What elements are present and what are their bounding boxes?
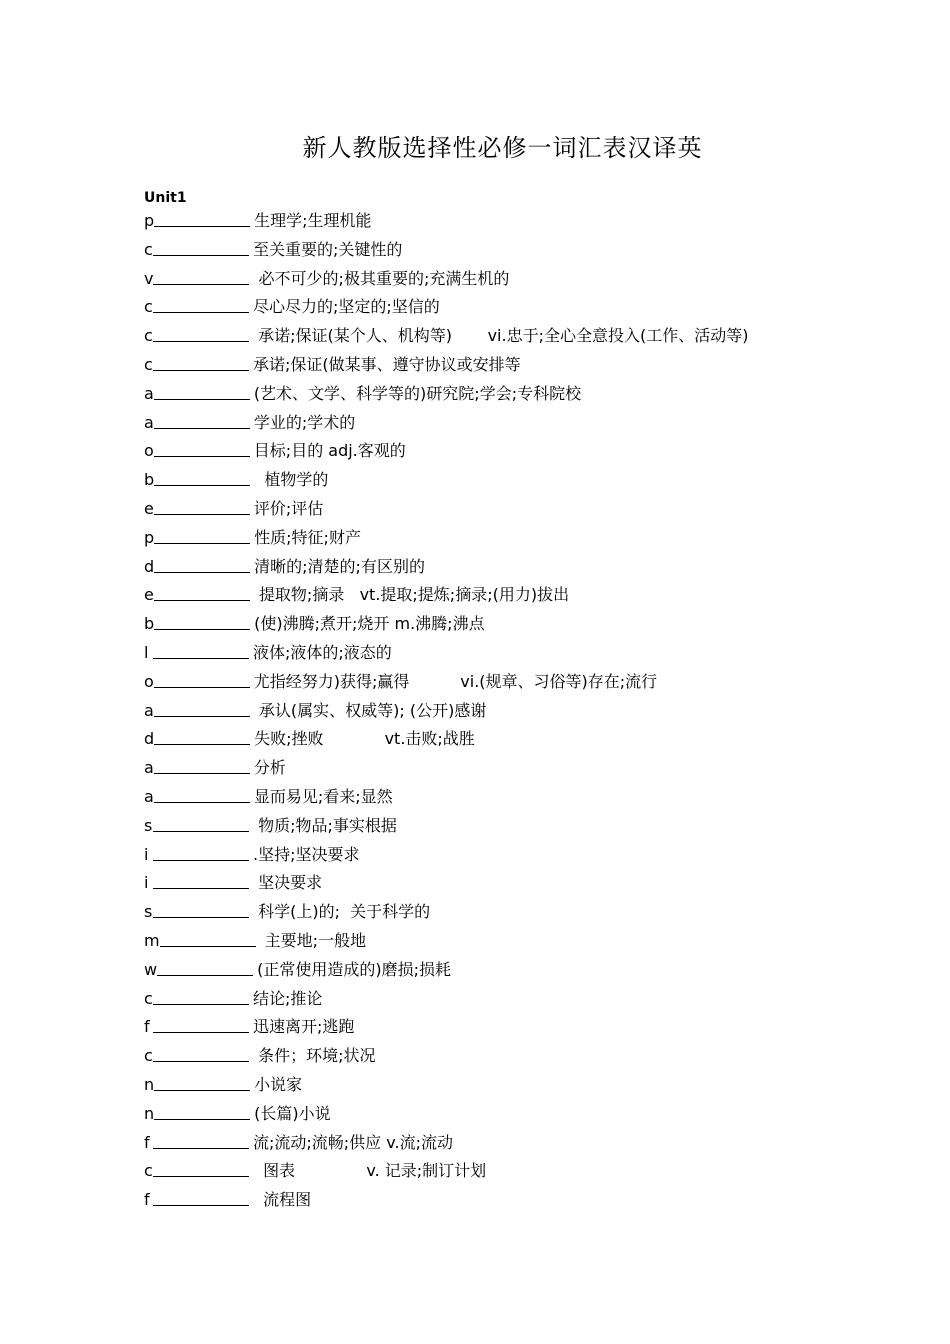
vocabulary-row bbox=[144, 1186, 904, 1215]
vocabulary-row bbox=[144, 1042, 904, 1071]
chinese-meaning: 植物学的 bbox=[254, 470, 329, 490]
initial-letter: s bbox=[144, 815, 153, 835]
chinese-meaning: 流程图 bbox=[253, 1190, 312, 1210]
vocabulary-row bbox=[144, 841, 904, 870]
vocabulary-row bbox=[144, 466, 904, 495]
chinese-meaning: 尽心尽力的;坚定的;坚信的 bbox=[253, 297, 440, 317]
chinese-meaning: 科学(上)的; 关于科学的 bbox=[253, 902, 431, 922]
answer-blank bbox=[153, 916, 249, 918]
answer-blank bbox=[153, 1147, 249, 1149]
chinese-meaning: 结论;推论 bbox=[253, 988, 323, 1008]
initial-letter: c bbox=[144, 239, 153, 259]
initial-letter: c bbox=[144, 1161, 153, 1181]
vocabulary-row bbox=[144, 553, 904, 582]
initial-letter: a bbox=[144, 758, 154, 778]
chinese-meaning: (艺术、文学、科学等的)研究院;学会;专科院校 bbox=[253, 383, 582, 403]
page-title: 新人教版选择性必修一词汇表汉译英 bbox=[302, 134, 703, 162]
vocabulary-row bbox=[144, 985, 904, 1014]
unit-heading: Unit1 bbox=[144, 190, 187, 206]
chinese-meaning: 失败;挫败 vt.击败;战胜 bbox=[254, 729, 475, 749]
answer-blank bbox=[154, 772, 250, 774]
answer-blank bbox=[154, 686, 250, 688]
vocabulary-row bbox=[144, 293, 904, 322]
initial-letter: f bbox=[144, 1190, 150, 1210]
vocabulary-row bbox=[144, 1071, 904, 1100]
vocabulary-row bbox=[144, 265, 904, 294]
answer-blank bbox=[154, 427, 250, 429]
chinese-meaning: 提取物;摘录 vt.提取;提炼;摘录;(用力)拔出 bbox=[253, 585, 570, 605]
initial-letter: n bbox=[144, 1103, 155, 1123]
initial-letter: l bbox=[144, 642, 149, 662]
chinese-meaning: 清晰的;清楚的;有区别的 bbox=[254, 556, 425, 576]
vocabulary-row bbox=[144, 495, 904, 524]
chinese-meaning: 目标;目的 adj.客观的 bbox=[253, 441, 406, 461]
vocabulary-row bbox=[144, 697, 904, 726]
answer-blank bbox=[153, 657, 249, 659]
answer-blank bbox=[153, 369, 249, 371]
vocabulary-row bbox=[144, 898, 904, 927]
answer-blank bbox=[153, 311, 249, 313]
chinese-meaning: 坚决要求 bbox=[253, 873, 323, 893]
chinese-meaning: 评价;评估 bbox=[253, 498, 324, 518]
initial-letter: c bbox=[144, 326, 153, 346]
answer-blank bbox=[157, 974, 253, 976]
initial-letter: a bbox=[144, 786, 154, 806]
vocabulary-row bbox=[144, 725, 904, 754]
chinese-meaning: 承诺;保证(做某事、遵守协议或安排等 bbox=[253, 354, 521, 374]
answer-blank bbox=[153, 830, 249, 832]
answer-blank bbox=[153, 1003, 249, 1005]
initial-letter: n bbox=[144, 1074, 155, 1094]
vocabulary-row bbox=[144, 322, 904, 351]
chinese-meaning: 液体;液体的;液态的 bbox=[253, 642, 392, 662]
vocabulary-row bbox=[144, 610, 904, 639]
initial-letter: e bbox=[144, 585, 154, 605]
chinese-meaning: 学业的;学术的 bbox=[253, 412, 356, 432]
vocabulary-row bbox=[144, 524, 904, 553]
initial-letter: b bbox=[144, 470, 155, 490]
initial-letter: e bbox=[144, 498, 154, 518]
chinese-meaning: (正常使用造成的)磨损;损耗 bbox=[257, 959, 451, 979]
initial-letter: d bbox=[144, 556, 155, 576]
vocabulary-row bbox=[144, 668, 904, 697]
vocabulary-list bbox=[144, 207, 904, 1215]
initial-letter: o bbox=[144, 671, 154, 691]
chinese-meaning: 性质;特征;财产 bbox=[254, 527, 361, 547]
answer-blank bbox=[153, 254, 249, 256]
answer-blank bbox=[154, 398, 250, 400]
vocabulary-row bbox=[144, 783, 904, 812]
vocabulary-row bbox=[144, 380, 904, 409]
chinese-meaning: 承诺;保证(某个人、机构等) vi.忠于;全心全意投入(工作、活动等) bbox=[253, 326, 749, 346]
vocabulary-row bbox=[144, 437, 904, 466]
initial-letter: a bbox=[144, 383, 154, 403]
initial-letter: f bbox=[144, 1017, 150, 1037]
vocabulary-row bbox=[144, 207, 904, 236]
answer-blank bbox=[153, 859, 249, 861]
answer-blank bbox=[153, 887, 249, 889]
answer-blank bbox=[154, 571, 250, 573]
initial-letter: b bbox=[144, 614, 155, 634]
answer-blank bbox=[154, 225, 250, 227]
answer-blank bbox=[153, 283, 249, 285]
vocabulary-row bbox=[144, 581, 904, 610]
answer-blank bbox=[154, 1089, 250, 1091]
answer-blank bbox=[153, 340, 249, 342]
chinese-meaning: 分析 bbox=[253, 758, 286, 778]
vocabulary-row bbox=[144, 1100, 904, 1129]
initial-letter: c bbox=[144, 988, 153, 1008]
initial-letter: p bbox=[144, 527, 155, 547]
chinese-meaning: 流;流动;流畅;供应 v.流;流动 bbox=[253, 1132, 453, 1152]
initial-letter: p bbox=[144, 211, 155, 230]
chinese-meaning: 小说家 bbox=[254, 1074, 303, 1094]
chinese-meaning: 物质;物品;事实根据 bbox=[253, 815, 397, 835]
initial-letter: w bbox=[144, 959, 158, 979]
chinese-meaning: 主要地;一般地 bbox=[259, 930, 367, 950]
answer-blank bbox=[154, 1118, 250, 1120]
answer-blank bbox=[160, 945, 256, 947]
initial-letter: m bbox=[144, 930, 160, 950]
chinese-meaning: 迅速离开;逃跑 bbox=[253, 1017, 355, 1037]
initial-letter: c bbox=[144, 297, 153, 317]
answer-blank bbox=[154, 743, 250, 745]
answer-blank bbox=[153, 1060, 249, 1062]
initial-letter: a bbox=[144, 700, 154, 720]
vocabulary-row bbox=[144, 869, 904, 898]
chinese-meaning: (长篇)小说 bbox=[254, 1103, 331, 1123]
vocabulary-row bbox=[144, 927, 904, 956]
chinese-meaning: 生理学;生理机能 bbox=[254, 211, 372, 230]
answer-blank bbox=[154, 513, 250, 515]
answer-blank bbox=[154, 542, 250, 544]
answer-blank bbox=[154, 455, 250, 457]
vocabulary-row bbox=[144, 351, 904, 380]
chinese-meaning: 必不可少的;极其重要的;充满生机的 bbox=[253, 268, 510, 288]
chinese-meaning: 条件；环境;状况 bbox=[253, 1046, 376, 1066]
answer-blank bbox=[153, 1204, 249, 1206]
chinese-meaning: (使)沸腾;煮开;烧开 m.沸腾;沸点 bbox=[254, 614, 485, 634]
chinese-meaning: .坚持;坚决要求 bbox=[253, 844, 360, 864]
vocabulary-row bbox=[144, 812, 904, 841]
chinese-meaning: 承认(属实、权威等); (公开)感谢 bbox=[253, 700, 487, 720]
vocabulary-row bbox=[144, 956, 904, 985]
initial-letter: f bbox=[144, 1132, 150, 1152]
initial-letter: i bbox=[144, 873, 149, 893]
vocabulary-row bbox=[144, 409, 904, 438]
initial-letter: c bbox=[144, 1046, 153, 1066]
chinese-meaning: 显而易见;看来;显然 bbox=[253, 786, 393, 806]
initial-letter: i bbox=[144, 844, 149, 864]
answer-blank bbox=[153, 1175, 249, 1177]
vocabulary-row bbox=[144, 1129, 904, 1158]
initial-letter: c bbox=[144, 354, 153, 374]
initial-letter: o bbox=[144, 441, 154, 461]
vocabulary-row bbox=[144, 236, 904, 265]
answer-blank bbox=[154, 484, 250, 486]
vocabulary-row bbox=[144, 754, 904, 783]
chinese-meaning: 至关重要的;关键性的 bbox=[253, 239, 403, 259]
initial-letter: s bbox=[144, 902, 153, 922]
answer-blank bbox=[154, 628, 250, 630]
answer-blank bbox=[153, 1031, 249, 1033]
chinese-meaning: 图表 v. 记录;制订计划 bbox=[253, 1161, 487, 1181]
answer-blank bbox=[154, 801, 250, 803]
vocabulary-row bbox=[144, 1013, 904, 1042]
answer-blank bbox=[154, 599, 250, 601]
chinese-meaning: 尤指经努力)获得;赢得 vi.(规章、习俗等)存在;流行 bbox=[253, 671, 658, 691]
initial-letter: v bbox=[144, 268, 154, 288]
initial-letter: d bbox=[144, 729, 155, 749]
vocabulary-row bbox=[144, 639, 904, 668]
vocabulary-row bbox=[144, 1157, 904, 1186]
initial-letter: a bbox=[144, 412, 154, 432]
answer-blank bbox=[154, 715, 250, 717]
